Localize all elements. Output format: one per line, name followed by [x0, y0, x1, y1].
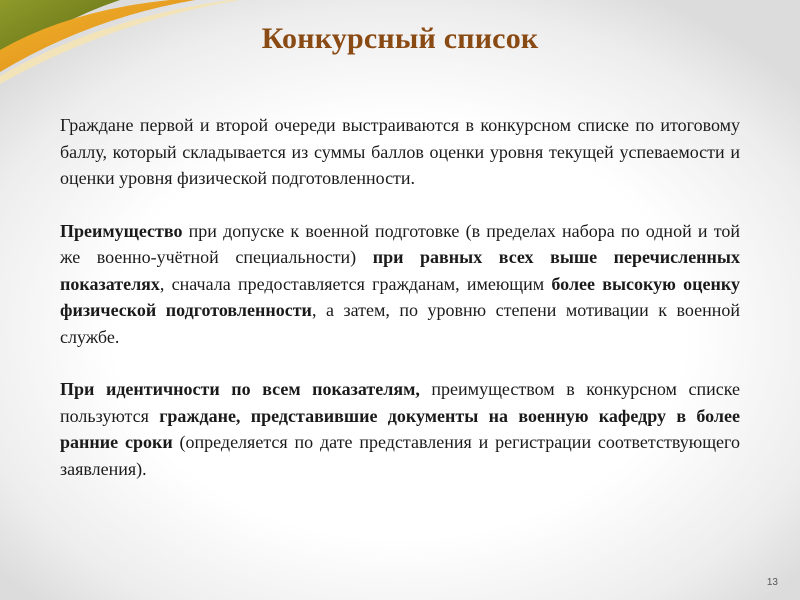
paragraph-3-bold-2: граждане, представившие документы на военную кафедру в более ранние сроки [60, 405, 740, 452]
paragraph-2-text-3: , а затем, по уровню степени мотивации к военной службе. [60, 300, 741, 347]
slide-title: Конкурсный список [261, 22, 539, 55]
paragraph-3-bold-1: При идентичности по всем показателям, [60, 379, 420, 399]
paragraph-2-text-1: при допуске к военной подготовке (в пределах набора по одной и той же военно-учётной специальности) [60, 220, 740, 267]
paragraph-1-text: Граждане первой и второй очереди выстраиваются в конкурсном списке по итоговому баллу, который складывается из суммы баллов оценки уровня текущей успеваемости и оценки уровня физической подготовленности. [60, 115, 740, 188]
page-number: 13 [766, 577, 778, 588]
paragraph-ranking-rule [60, 112, 740, 192]
paragraph-identical-scores-rule [60, 376, 740, 482]
paragraph-2-bold-3: более высокую оценку физической подготовленности [60, 273, 740, 320]
paragraph-3-text-2: (определяется по дате представления и регистрации соответствующего заявления). [60, 432, 740, 479]
paragraph-2-bold-2: при равных всех выше перечисленных показателях [60, 247, 740, 294]
paragraph-2-text-2: , сначала предоставляется гражданам, имеющим [159, 273, 552, 294]
paragraph-advantage-rule [60, 218, 740, 351]
paragraph-3-text-1: преимуществом в конкурсном списке пользуются [60, 379, 740, 426]
slide-body [60, 112, 740, 482]
paragraph-2-bold-1: Преимущество [60, 220, 183, 241]
